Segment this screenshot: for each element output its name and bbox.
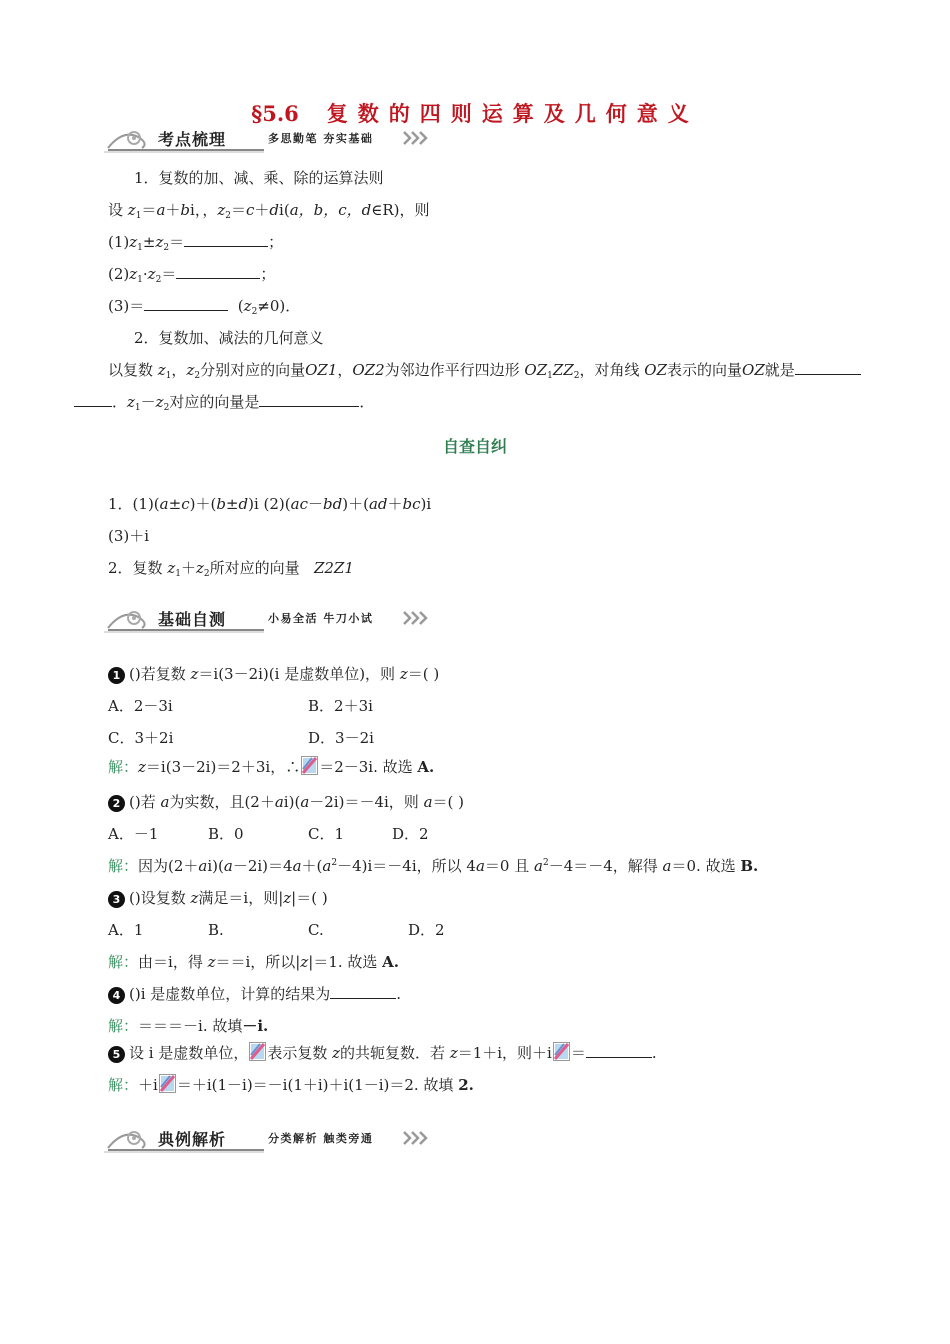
banner-subtitle: 小易全活 牛刀小试 bbox=[268, 612, 374, 625]
selfcheck-answer-1: 1．(1)(a±c)＋(b±d)i (2)(ac－bd)＋(ad＋bc)i bbox=[108, 495, 432, 513]
option-d[interactable]: D．3－2i bbox=[308, 729, 374, 747]
option-a[interactable]: A．1 bbox=[108, 921, 144, 939]
question-number-badge: 5 bbox=[108, 1046, 125, 1063]
rule-add: $(1)z_1\pm z_2=$ ； bbox=[108, 233, 284, 253]
option-b[interactable]: B. bbox=[208, 921, 224, 939]
option-a[interactable]: A．－1 bbox=[108, 825, 159, 843]
rule-multiply: $(2)z_1\cdot z_2=$ ； bbox=[108, 265, 276, 285]
option-d[interactable]: D．2 bbox=[408, 921, 445, 939]
conjugate-z-icon bbox=[301, 756, 318, 775]
rule-setup: 设 $z_1=a+bi$，，$z_2=c+di(a$，b，c，d∈R)，则 bbox=[108, 201, 430, 221]
answer-blank[interactable] bbox=[795, 360, 861, 375]
solution-5: 解：＋i ＝＋i(1－i)＝－i(1＋i)＋i(1－i)＝2. 故填 2. bbox=[108, 1076, 474, 1094]
selfcheck-heading: 自查自纠 bbox=[442, 437, 507, 456]
option-b[interactable]: B．0 bbox=[208, 825, 244, 843]
option-c[interactable]: C．1 bbox=[308, 825, 345, 843]
solution-3: 解：由＝i，得 z＝＝i，所以|z|＝1. 故选 A. bbox=[108, 953, 400, 971]
option-d[interactable]: D．2 bbox=[392, 825, 429, 843]
section-number: §5.6 bbox=[251, 101, 299, 126]
answer-blank[interactable] bbox=[176, 264, 260, 279]
answer-blank[interactable] bbox=[74, 392, 112, 407]
question-5: 5 设 i 是虚数单位， 表示复数 z的共轭复数．若 z＝1＋i，则＋i ＝ . bbox=[108, 1042, 657, 1063]
banner-title: 考点梳理 bbox=[158, 130, 227, 149]
solution-4: 解：＝＝＝－i. 故填－i. bbox=[108, 1017, 269, 1035]
question-number-badge: 1 bbox=[108, 667, 125, 684]
answer-blank[interactable] bbox=[586, 1043, 652, 1058]
answer-blank[interactable] bbox=[259, 392, 359, 407]
banner-title: 典例解析 bbox=[158, 1130, 227, 1149]
rule-heading-2: 2．复数加、减法的几何意义 bbox=[134, 329, 324, 347]
banner-subtitle: 分类解析 触类旁通 bbox=[268, 1132, 374, 1145]
section-banner-kaodian bbox=[104, 124, 434, 154]
conjugate-z-icon bbox=[553, 1042, 570, 1061]
question-1: 1 ()若复数 z＝i(3－2i)(i 是虚数单位)，则 z＝( ) bbox=[108, 664, 439, 684]
geometry-line-2: ．$z_1-z_2$对应的向量是 ． bbox=[74, 392, 374, 412]
answer-blank[interactable] bbox=[330, 984, 396, 999]
geometry-line-1: 以复数 $z_1$，$z_2$分别对应的向量OZ1，OZ2为邻边作平行四边形 $OZ_1ZZ_2$，对角线 OZ表示的向量OZ就是 bbox=[108, 360, 861, 380]
answer-blank[interactable] bbox=[184, 232, 268, 247]
solution-2: 解：因为$(2+ai)(a-2i)=4a+(a^2-4)i=-4i$，所以 4a＝0 且 $a^2-4=-4$，解得 a＝0. 故选 B. bbox=[108, 857, 759, 875]
question-number-badge: 4 bbox=[108, 987, 125, 1004]
banner-subtitle: 多思勤笔 夯实基础 bbox=[268, 132, 374, 145]
option-a[interactable]: A．2－3i bbox=[108, 697, 173, 715]
answer-blank[interactable] bbox=[144, 296, 228, 311]
section-banner-jichu bbox=[104, 604, 434, 634]
option-c[interactable]: C．3＋2i bbox=[108, 729, 174, 747]
solution-1: 解：z＝i(3－2i)＝2＋3i，∴ ＝2－3i. 故选 A. bbox=[108, 758, 435, 776]
option-c[interactable]: C. bbox=[308, 921, 324, 939]
conjugate-z-icon bbox=[249, 1042, 266, 1061]
option-b[interactable]: B．2＋3i bbox=[308, 697, 373, 715]
title-text: 复数的四则运算及几何意义 bbox=[326, 101, 699, 126]
question-number-badge: 2 bbox=[108, 795, 125, 812]
selfcheck-answer-2: (3)＋i bbox=[108, 527, 150, 545]
selfcheck-answer-3: 2．复数 $z_1+z_2$所对应的向量 Z2Z1 bbox=[108, 559, 354, 579]
section-banner-dianli bbox=[104, 1124, 434, 1154]
conjugate-z-icon bbox=[159, 1074, 176, 1093]
banner-title: 基础自测 bbox=[158, 610, 227, 629]
question-3: 3 ()设复数 z满足＝i，则|z|＝( ) bbox=[108, 888, 328, 908]
rule-divide: $(3)= (z_2\ne 0)$． bbox=[108, 297, 301, 317]
question-2: 2 ()若 a为实数，且(2＋ai)(a－2i)＝－4i，则 a＝( ) bbox=[108, 792, 464, 812]
question-4: 4 ()i 是虚数单位，计算的结果为 . bbox=[108, 984, 401, 1004]
rule-heading-1: 1．复数的加、减、乘、除的运算法则 bbox=[134, 169, 384, 187]
question-number-badge: 3 bbox=[108, 891, 125, 908]
